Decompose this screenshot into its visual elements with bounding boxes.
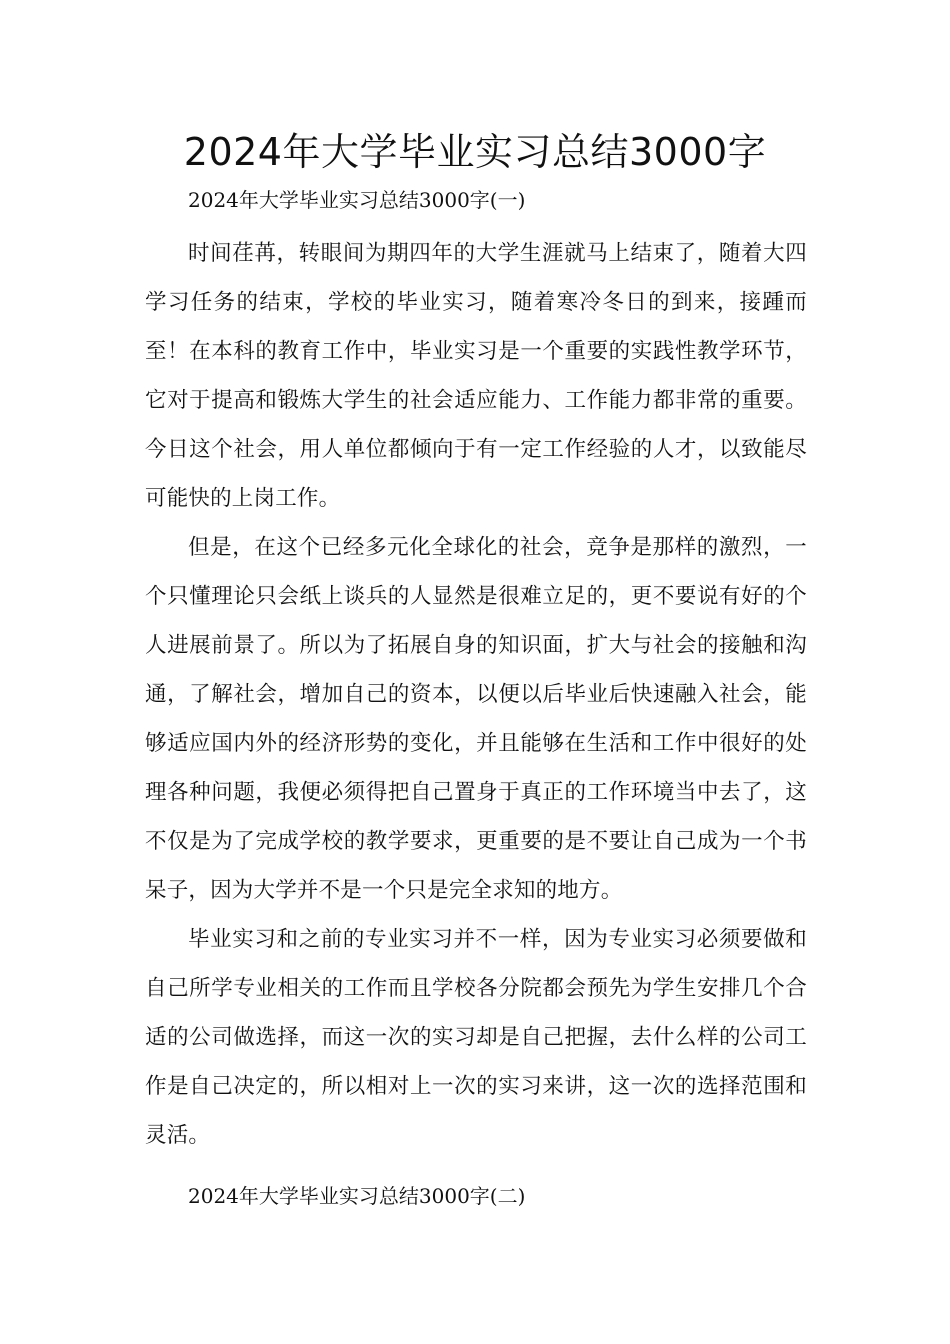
document-title: 2024年大学毕业实习总结3000字 bbox=[183, 130, 767, 174]
paragraph-three: 毕业实习和之前的专业实习并不一样，因为专业实习必须要做和自己所学专业相关的工作而且学校各分院都会预先为学生安排几个合适的公司做选择，而这一次的实习却是自己把握，去什么样的公司工作是自己决定的，所以相对上一次的实习来讲，这一次的选择范围和灵活。 bbox=[145, 927, 807, 1148]
paragraph-two: 但是，在这个已经多元化全球化的社会，竞争是那样的激烈，一个只懂理论只会纸上谈兵的人显然是很难立足的，更不要说有好的个人进展前景了。所以为了拓展自身的知识面，扩大与社会的接触和沟通，了解社会，增加自己的资本，以便以后毕业后快速融入社会，能够适应国内外的经济形势的变化，并且能够在生活和工作中很好的处理各种问题，我便必须得把自己置身于真正的工作环境当中去了，这不仅是为了完成学校的教学要求，更重要的是不要让自己成为一个书呆子，因为大学并不是一个只是完全求知的地方。 bbox=[145, 535, 807, 903]
section-heading-two: 2024年大学毕业实习总结3000字(二) bbox=[188, 1184, 526, 1208]
paragraph-one: 时间荏苒，转眼间为期四年的大学生涯就马上结束了，随着大四学习任务的结束，学校的毕业实习，随着寒冷冬日的到来，接踵而至！在本科的教育工作中，毕业实习是一个重要的实践性教学环节，它对于提高和锻炼大学生的社会适应能力、工作能力都非常的重要。今日这个社会，用人单位都倾向于有一定工作经验的人才，以致能尽可能快的上岗工作。 bbox=[145, 241, 807, 511]
section-heading-one: 2024年大学毕业实习总结3000字(一) bbox=[188, 188, 526, 212]
